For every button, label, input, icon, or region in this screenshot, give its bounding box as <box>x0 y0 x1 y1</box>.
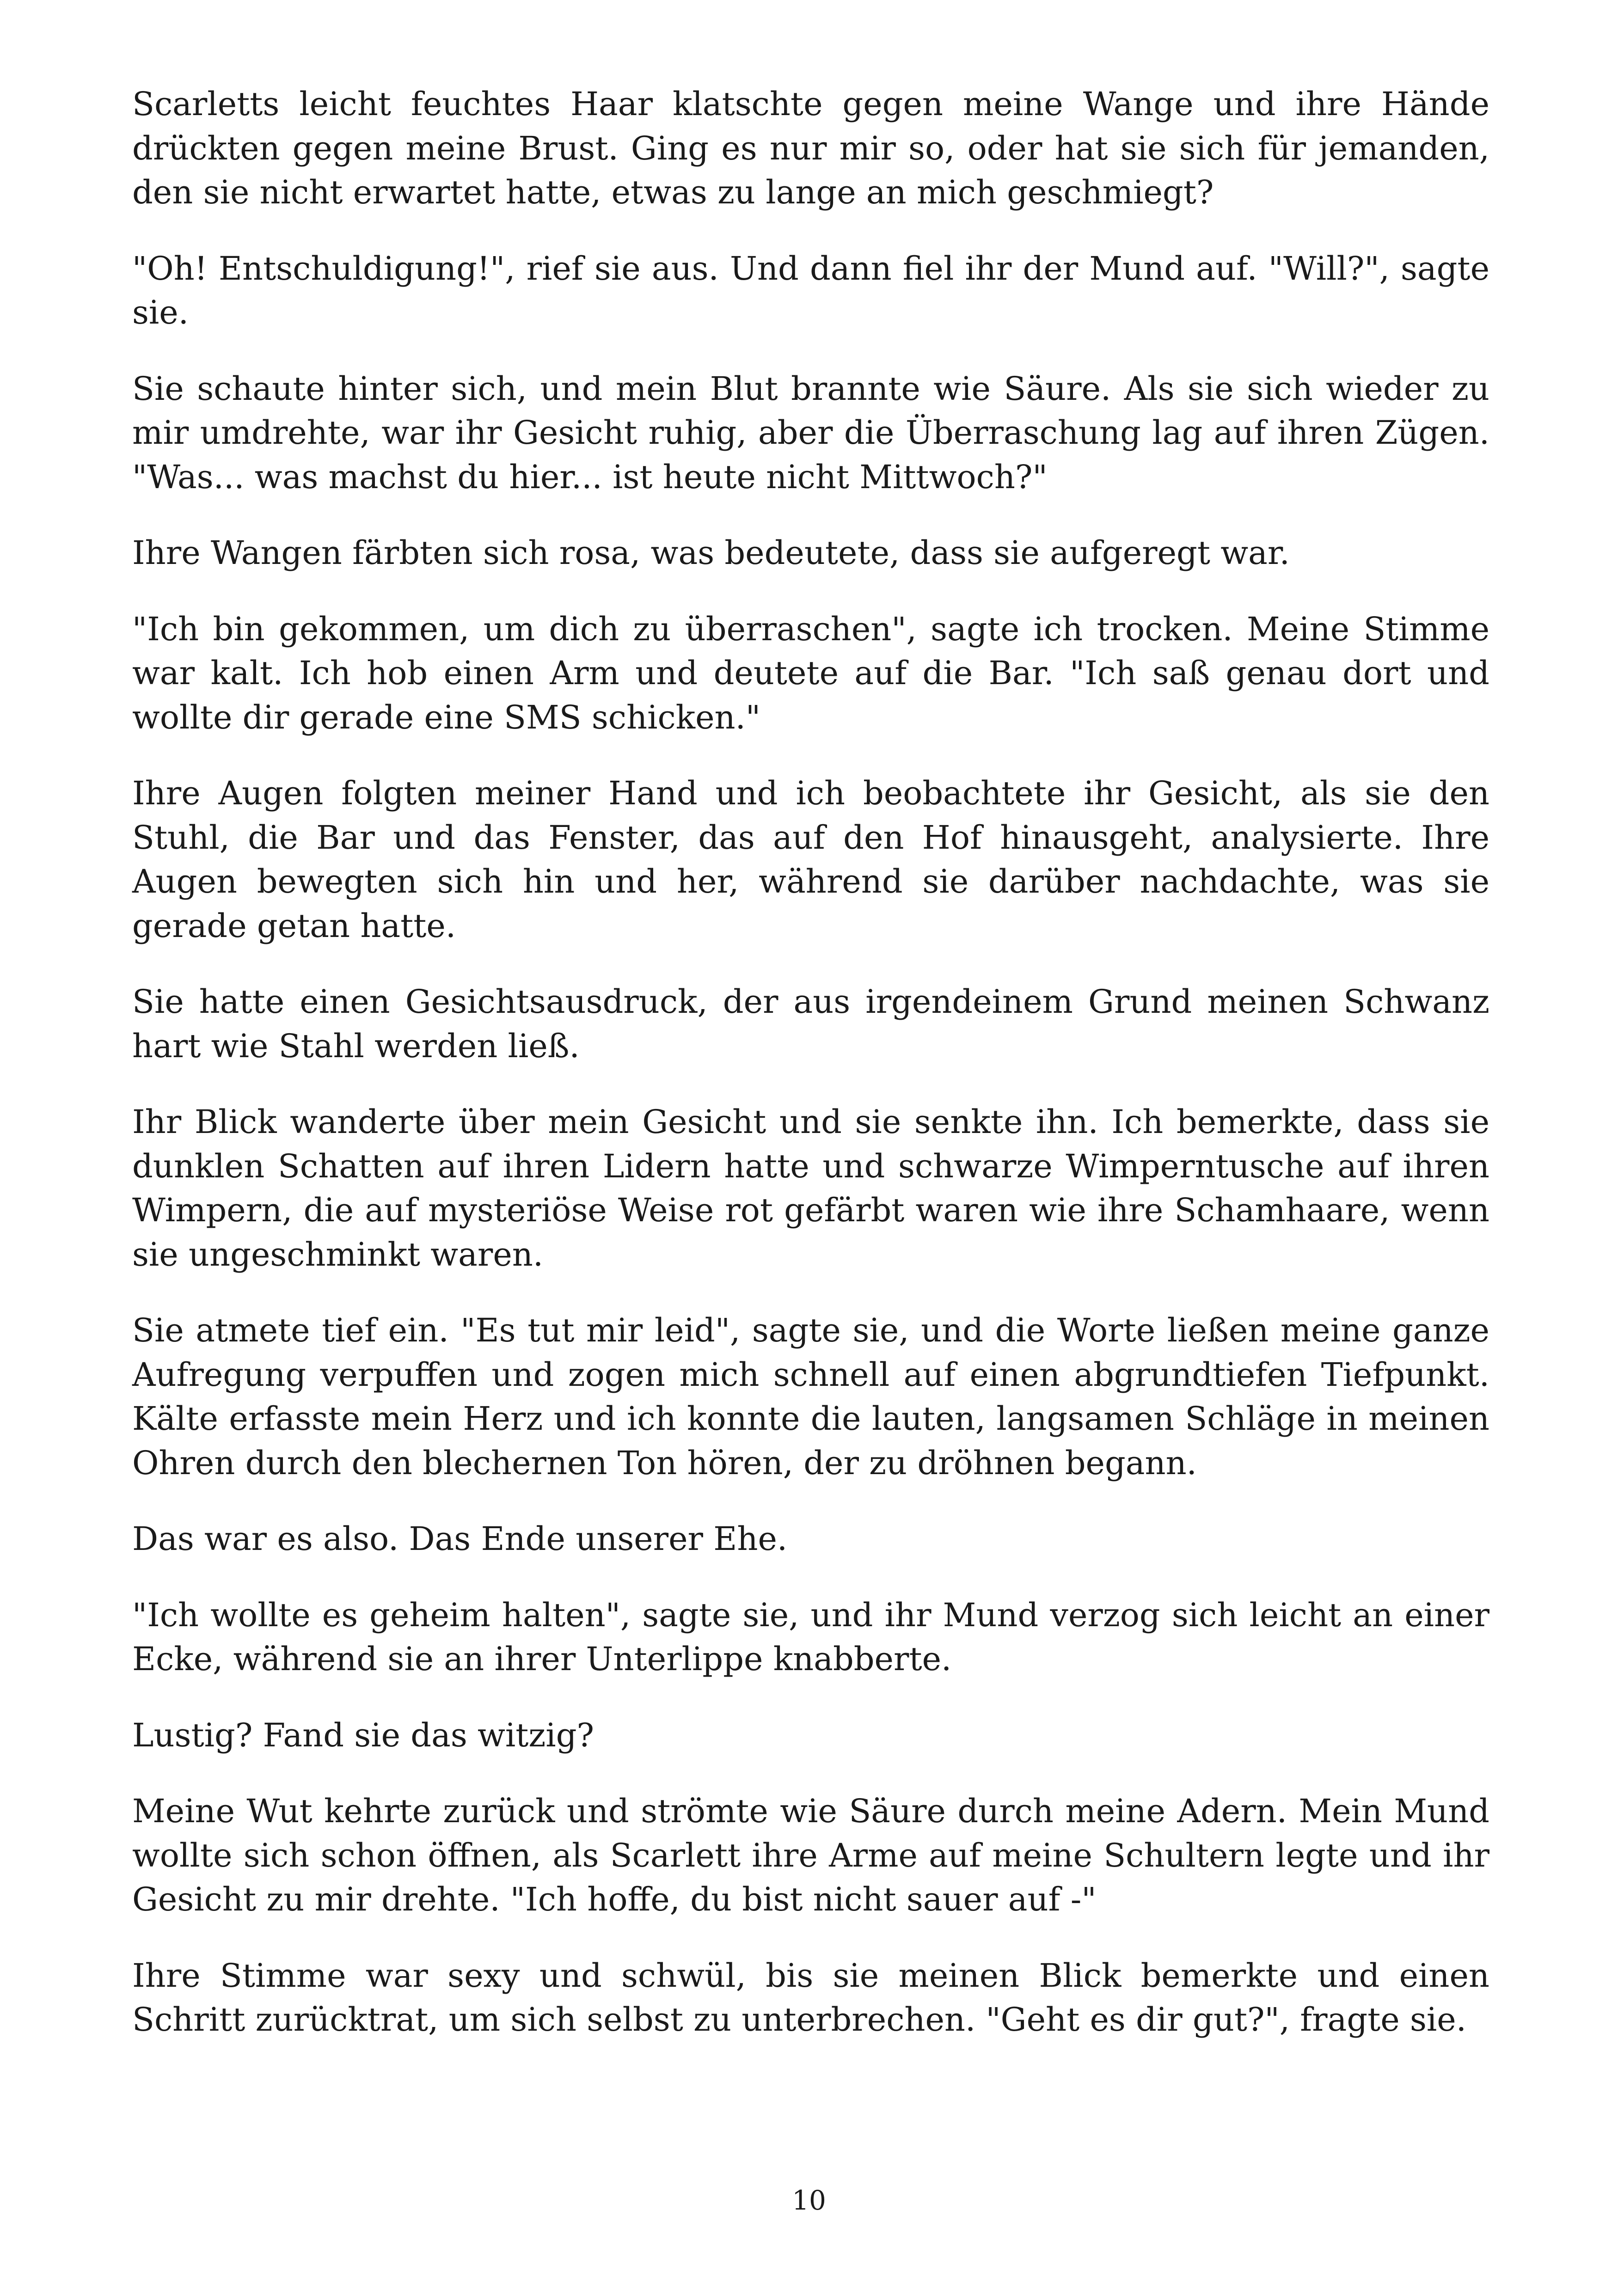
paragraph: Das war es also. Das Ende unserer Ehe. <box>132 1520 788 1558</box>
paragraph: Ihre Wangen färbten sich rosa, was bedeutete, dass sie aufgeregt war. <box>132 534 1290 572</box>
paragraph: Meine Wut kehrte zurück und strömte wie Säure durch meine Adern. Mein Mund wollte sich schon öffnen, als Scarlett ihre Arme auf meine Schultern legte und ihr Gesicht zu mir drehte. "Ich hoffe, du bist nicht sauer auf -" <box>132 1792 1489 1918</box>
paragraph: Scarletts leicht feuchtes Haar klatschte gegen meine Wange und ihre Hände drückten gegen meine Brust. Ging es nur mir so, oder hat sie sich für jemanden, den sie nicht erwartet hatte, etwas zu lange an mich geschmiegt? <box>132 85 1489 211</box>
paragraph: Ihre Stimme war sexy und schwül, bis sie meinen Blick bemerkte und einen Schritt zurücktrat, um sich selbst zu unterbrechen. "Geht es dir gut?", fragte sie. <box>132 1956 1489 2039</box>
paragraph: Sie hatte einen Gesichtsausdruck, der aus irgendeinem Grund meinen Schwanz hart wie Stahl werden ließ. <box>132 983 1489 1065</box>
paragraph: Sie atmete tief ein. "Es tut mir leid", sagte sie, und die Worte ließen meine ganze Aufregung verpuffen und zogen mich schnell auf einen abgrundtiefen Tiefpunkt. Kälte erfasste mein Herz und ich konnte die lauten, langsamen Schläge in meinen Ohren durch den blechernen Ton hören, der zu dröhnen begann. <box>132 1311 1489 1482</box>
paragraph: Ihre Augen folgten meiner Hand und ich beobachtete ihr Gesicht, als sie den Stuhl, die Bar und das Fenster, das auf den Hof hinausgeht, analysierte. Ihre Augen bewegten sich hin und her, während sie darüber nachdachte, was sie gerade getan hatte. <box>132 774 1489 945</box>
page-body-text <box>132 82 1489 2074</box>
paragraph: Sie schaute hinter sich, und mein Blut brannte wie Säure. Als sie sich wieder zu mir umdrehte, war ihr Gesicht ruhig, aber die Überraschung lag auf ihren Zügen. "Was... was machst du hier... ist heute nicht Mittwoch?" <box>132 369 1489 496</box>
paragraph: "Ich bin gekommen, um dich zu überraschen", sagte ich trocken. Meine Stimme war kalt. Ich hob einen Arm und deutete auf die Bar. "Ich saß genau dort und wollte dir gerade eine SMS schicken." <box>132 610 1489 736</box>
paragraph: "Ich wollte es geheim halten", sagte sie, und ihr Mund verzog sich leicht an einer Ecke, während sie an ihrer Unterlippe knabberte. <box>132 1596 1489 1678</box>
paragraph: Ihr Blick wanderte über mein Gesicht und sie senkte ihn. Ich bemerkte, dass sie dunklen Schatten auf ihren Lidern hatte und schwarze Wimperntusche auf ihren Wimpern, die auf mysteriöse Weise rot gefärbt waren wie ihre Schamhaare, wenn sie ungeschminkt waren. <box>132 1103 1489 1274</box>
page-number: 10 <box>792 2185 826 2216</box>
paragraph: "Oh! Entschuldigung!", rief sie aus. Und dann fiel ihr der Mund auf. "Will?", sagte sie. <box>132 249 1489 331</box>
paragraph: Lustig? Fand sie das witzig? <box>132 1716 594 1754</box>
